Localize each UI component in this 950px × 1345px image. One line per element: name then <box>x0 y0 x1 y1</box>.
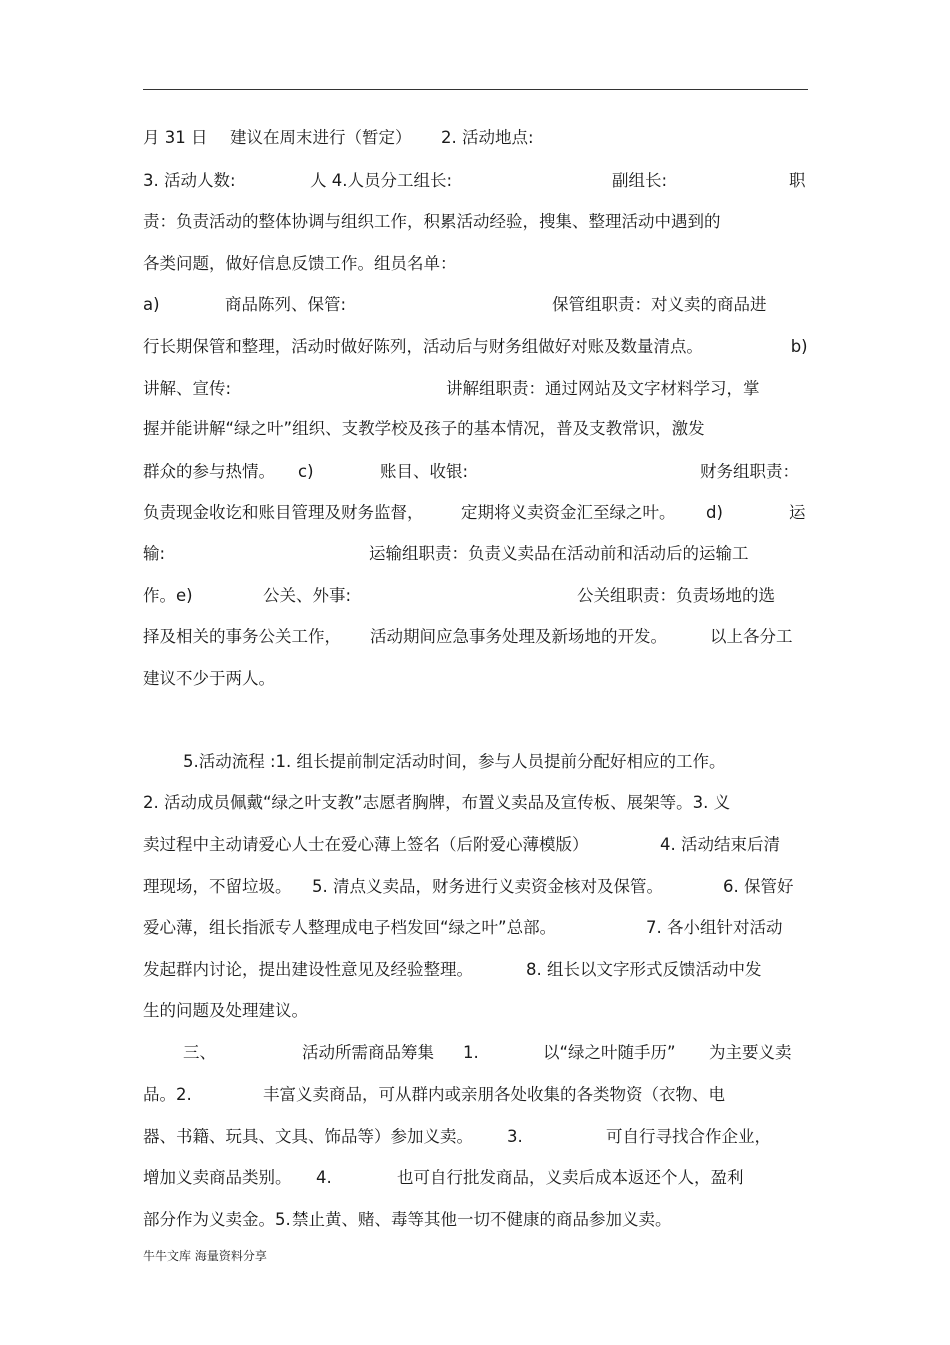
text-segment: 7. 各小组针对活动 <box>646 918 783 937</box>
text-segment: 卖过程中主动请爱心人士在爱心薄上签名（后附爱心薄模版） <box>143 835 589 854</box>
text-segment: 增加义卖商品类别。 <box>143 1168 292 1187</box>
text-segment: 建议不少于两人。 <box>143 669 275 688</box>
text-segment: b) <box>790 337 808 356</box>
text-segment: 3. 活动人数: <box>143 171 236 190</box>
text-segment: 5. 清点义卖品，财务进行义卖资金核对及保管。 <box>312 877 663 896</box>
text-segment: 理现场，不留垃圾。 <box>143 877 292 896</box>
text-segment: 行长期保管和整理，活动时做好陈列，活动后与财务组做好对账及数量清点。 <box>143 337 703 356</box>
text-segment: 责：负责活动的整体协调与组织工作，积累活动经验，搜集、整理活动中遇到的 <box>143 212 721 231</box>
text-segment: 1. <box>463 1043 479 1062</box>
text-segment: 活动所需商品筹集 <box>302 1043 434 1062</box>
text-segment: 品。2. <box>143 1085 192 1104</box>
text-segment: 输: <box>143 544 166 563</box>
text-segment: 各类问题，做好信息反馈工作。组员名单： <box>143 254 457 273</box>
text-segment: 运输组职责：负责义卖品在活动前和活动后的运输工 <box>369 544 749 563</box>
text-segment: 定期将义卖资金汇至绿之叶。 <box>461 503 676 522</box>
text-segment: 4. 活动结束后清 <box>660 835 780 854</box>
text-segment: 商品陈列、保管: <box>225 295 347 314</box>
text-segment: a) <box>143 295 160 314</box>
text-segment: 握并能讲解“绿之叶”组织、支教学校及孩子的基本情况，普及支教常识，激发 <box>143 419 705 438</box>
text-segment: 生的问题及处理建议。 <box>143 1001 308 1020</box>
text-segment: 公关组职责：负责场地的选 <box>577 586 775 605</box>
text-segment: 副组长: <box>612 171 668 190</box>
text-segment: 讲解、宣传: <box>143 379 232 398</box>
text-segment: 作。e) <box>143 586 193 605</box>
text-segment: 6. 保管好 <box>723 877 794 896</box>
text-segment: 5.活动流程 :1. 组长提前制定活动时间，参与人员提前分配好相应的工作。 <box>183 752 726 771</box>
text-segment: 3. <box>507 1127 523 1146</box>
text-segment: 保管组职责：对义卖的商品进 <box>552 295 767 314</box>
text-segment: 人 4.人员分工组长: <box>310 171 453 190</box>
text-segment: 职 <box>789 171 806 190</box>
text-segment: 也可自行批发商品，义卖后成本返还个人，盈利 <box>397 1168 744 1187</box>
text-segment: 丰富义卖商品，可从群内或亲朋各处收集的各类物资（衣物、电 <box>263 1085 725 1104</box>
text-segment: 以“绿之叶随手历” <box>543 1043 676 1062</box>
text-segment: 月 31 日 <box>143 128 208 147</box>
text-segment: 禁止黄、赌、毒等其他一切不健康的商品参加义卖。 <box>292 1210 672 1229</box>
text-segment: 以上各分工 <box>710 627 793 646</box>
text-segment: 建议在周末进行（暂定） <box>230 128 412 147</box>
text-segment: d) <box>706 503 723 522</box>
text-segment: 2. 活动成员佩戴“绿之叶支教”志愿者胸牌，布置义卖品及宣传板、展架等。3. 义 <box>143 793 731 812</box>
text-segment: 三、 <box>183 1043 216 1062</box>
text-segment: 4. <box>316 1168 332 1187</box>
text-segment: 为主要义卖 <box>709 1043 792 1062</box>
text-segment: 群众的参与热情。 <box>143 462 275 481</box>
text-segment: 发起群内讨论，提出建设性意见及经验整理。 <box>143 960 473 979</box>
text-segment: 部分作为义卖金。5. <box>143 1210 291 1229</box>
text-segment: 公关、外事: <box>263 586 352 605</box>
text-segment: 可自行寻找合作企业， <box>606 1127 771 1146</box>
text-segment: 活动期间应急事务处理及新场地的开发。 <box>370 627 667 646</box>
text-segment: 运 <box>789 503 806 522</box>
text-segment: 择及相关的事务公关工作， <box>143 627 341 646</box>
text-segment: 账目、收银: <box>380 462 469 481</box>
text-segment: c) <box>298 462 314 481</box>
text-segment: 负责现金收讫和账目管理及财务监督， <box>143 503 424 522</box>
text-segment: 财务组职责： <box>700 462 799 481</box>
text-segment: 讲解组职责：通过网站及文字材料学习，掌 <box>446 379 760 398</box>
text-segment: 器、书籍、玩具、文具、饰品等）参加义卖。 <box>143 1127 473 1146</box>
text-segment: 8. 组长以文字形式反馈活动中发 <box>526 960 762 979</box>
footer-text: 牛牛文库 海量资料分享 <box>143 1249 267 1263</box>
text-segment: 爱心薄，组长指派专人整理成电子档发回“绿之叶”总部。 <box>143 918 557 937</box>
text-segment: 2. 活动地点: <box>441 128 534 147</box>
header-rule <box>143 89 808 90</box>
